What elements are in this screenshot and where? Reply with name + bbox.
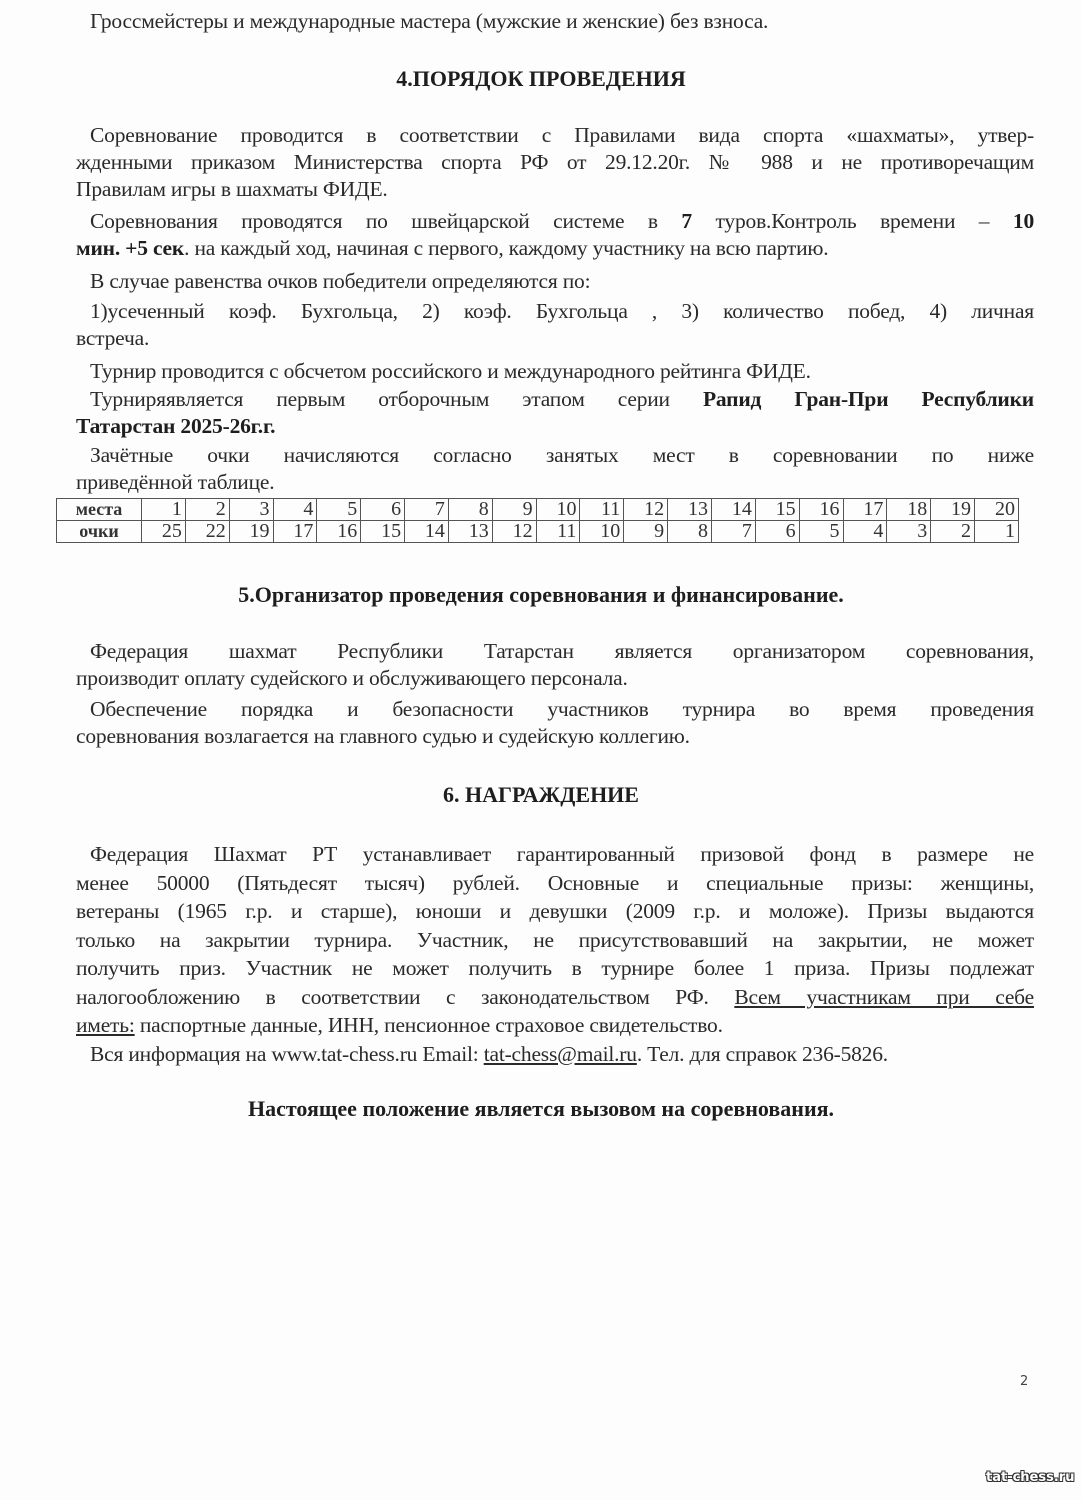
place-cell: 14 (711, 499, 755, 521)
points-cell: 12 (492, 521, 536, 543)
place-cell: 2 (185, 499, 229, 521)
watermark: tat-chess.ru (986, 1470, 1075, 1485)
place-cell: 13 (668, 499, 712, 521)
points-cell: 17 (273, 521, 317, 543)
section-6-paragraph: Федерация Шахмат РТ устанавливает гарантированный призовой фонд в размере не менее 50000 (Пятьдесят тысяч) рублей. Основные и специальные призы: женщины, ветераны (1965 г.р. и старше), юноши и девушки (2009 г.р. и моложе). Призы выдаются только на закрытии турнира. Участник, не присутствовавший на закрытии, не может получить приз. Участник не может получить в турнире более 1 приза. Призы подлежат налогообложению в соответствии с законодательством РФ. Всем участникам при себе иметь: паспортные данные, ИНН, пенсионное страховое свидетельство. Вся информация на www.tat-chess.ru Email: tat-chess@mail.ru. Тел. для справок 236-5826. (76, 842, 1034, 1066)
points-cell: 5 (799, 521, 843, 543)
places-label: места (57, 499, 142, 521)
section-4-series-note: Турниряявляется первым отборочным этапом серии Рапид Гран-При Республики Татарстан 2025-26г.г. (76, 387, 1034, 438)
section-4-tiebreaks: 1)усеченный коэф. Бухгольца, 2) коэф. Бухгольца , 3) количество побед, 4) личная встреча. (76, 299, 1034, 350)
points-row (57, 521, 1019, 543)
points-cell: 2 (931, 521, 975, 543)
points-cell: 1 (975, 521, 1019, 543)
place-cell: 15 (755, 499, 799, 521)
place-cell: 8 (448, 499, 492, 521)
points-label: очки (57, 521, 142, 543)
points-cell: 6 (755, 521, 799, 543)
points-cell: 22 (185, 521, 229, 543)
points-cell: 25 (142, 521, 186, 543)
place-cell: 7 (405, 499, 449, 521)
place-cell: 5 (317, 499, 361, 521)
place-cell: 16 (799, 499, 843, 521)
section-4-paragraph-2: Соревнования проводятся по швейцарской системе в 7 туров.Контроль времени – 10 мин. +5 сек. на каждый ход, начиная с первого, каждому участнику на всю партию. (76, 209, 1034, 260)
points-cell: 7 (711, 521, 755, 543)
section-6-title: 6. НАГРАЖДЕНИЕ (443, 782, 639, 807)
intro-line: Гроссмейстеры и международные мастера (мужские и женские) без взноса. (90, 9, 769, 33)
section-4-title: 4.ПОРЯДОК ПРОВЕДЕНИЯ (396, 66, 686, 91)
points-table (56, 498, 1019, 543)
points-cell: 10 (580, 521, 624, 543)
section-4-paragraph-1: Соревнование проводится в соответствии с Правилами вида спорта «шахматы», утвер- жденными приказом Министерства спорта РФ от 29.12.20г. № 988 и не противоречащим Правилам игры в шахматы ФИДЕ. (76, 123, 1034, 201)
email-link[interactable]: tat-chess@mail.ru (483, 1041, 637, 1066)
points-cell: 3 (887, 521, 931, 543)
page-number: 2 (1020, 1374, 1029, 1389)
points-cell: 14 (405, 521, 449, 543)
place-cell: 17 (843, 499, 887, 521)
points-cell: 4 (843, 521, 887, 543)
section-4-rating-note: Турнир проводится с обсчетом российского и международного рейтинга ФИДЕ. (90, 359, 811, 383)
place-cell: 1 (142, 499, 186, 521)
points-cell: 11 (536, 521, 580, 543)
section-5-title: 5.Организатор проведения соревнования и финансирование. (238, 582, 844, 607)
place-cell: 9 (492, 499, 536, 521)
points-cell: 19 (229, 521, 273, 543)
participants-note-link: Всем участникам при себе (734, 984, 1034, 1009)
place-cell: 19 (931, 499, 975, 521)
section-4-points-note: Зачётные очки начисляются согласно занятых мест в соревновании по ниже приведённой таблице. (76, 443, 1034, 494)
place-cell: 20 (975, 499, 1019, 521)
points-cell: 9 (624, 521, 668, 543)
place-cell: 12 (624, 499, 668, 521)
place-cell: 18 (887, 499, 931, 521)
closing-statement: Настоящее положение является вызовом на соревнования. (247, 1096, 835, 1121)
place-cell: 11 (580, 499, 624, 521)
place-cell: 4 (273, 499, 317, 521)
place-cell: 6 (361, 499, 405, 521)
place-cell: 10 (536, 499, 580, 521)
section-5-paragraph-2: Обеспечение порядка и безопасности участников турнира во время проведения соревнования возлагается на главного судью и судейскую коллегию. (76, 697, 1034, 748)
points-cell: 15 (361, 521, 405, 543)
place-cell: 3 (229, 499, 273, 521)
section-4-paragraph-3: В случае равенства очков победители определяются по: (90, 269, 591, 293)
points-cell: 8 (668, 521, 712, 543)
places-row (57, 499, 1019, 521)
section-5-paragraph-1: Федерация шахмат Республики Татарстан является организатором соревнования, производит оплату судейского и обслуживающего персонала. (76, 639, 1034, 690)
points-cell: 16 (317, 521, 361, 543)
points-cell: 13 (448, 521, 492, 543)
